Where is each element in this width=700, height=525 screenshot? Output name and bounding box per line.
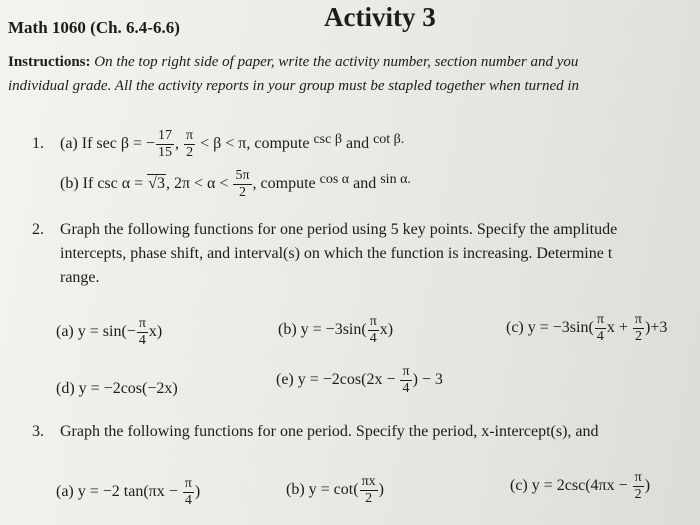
text-run: ) <box>378 481 384 499</box>
instructions-line-2: individual grade. All the activity reports in your group must be stapled together when turned in <box>8 78 580 94</box>
text-run: , 2π < α < <box>165 175 233 193</box>
denominator: 4 <box>138 333 146 348</box>
denominator: 4 <box>402 381 410 396</box>
text-run: (b) If csc α = <box>60 175 148 193</box>
denominator: 4 <box>369 331 377 346</box>
text-run: , <box>175 135 184 153</box>
fraction <box>633 312 644 345</box>
denominator: 2 <box>634 487 642 502</box>
problem-2e <box>276 364 443 397</box>
text-run: ) <box>644 477 651 495</box>
page-title: Activity 3 <box>324 2 436 32</box>
fraction <box>184 128 195 161</box>
text-run: cot β. <box>373 132 405 148</box>
course-header: Math 1060 (Ch. 6.4-6.6) <box>8 18 180 37</box>
text-run: Graph the following functions for one period. Specify the period, x-intercept(s), and <box>60 423 599 440</box>
text-run: csc β <box>313 132 342 148</box>
problem-number: 2. <box>32 221 44 238</box>
text-run: (a) y = sin(− <box>56 323 136 341</box>
text-run: (a) If sec β = − <box>60 135 156 153</box>
problem-2d: (d) y = −2cos(−2x) <box>56 380 178 397</box>
fraction <box>360 474 378 507</box>
problem-number: 3. <box>32 423 44 440</box>
denominator: 2 <box>186 145 194 160</box>
problem-3b <box>286 474 384 507</box>
denominator: 15 <box>158 145 173 160</box>
fraction <box>183 476 194 509</box>
denominator: 4 <box>596 329 604 344</box>
problem-number: 1. <box>32 135 44 153</box>
problem-3-text <box>32 420 599 444</box>
numerator: π <box>402 364 410 379</box>
text-run: , compute <box>252 175 320 193</box>
problem-2b <box>278 314 393 347</box>
fraction <box>368 314 379 347</box>
problem-3a <box>56 476 200 509</box>
fraction <box>137 316 148 349</box>
text-run: < β < π, compute <box>196 135 314 153</box>
numerator: π <box>596 312 604 327</box>
text-run: x + <box>606 319 632 337</box>
problem-2-line-1 <box>32 218 617 242</box>
text-run: x) <box>148 323 163 341</box>
fraction <box>233 168 251 201</box>
problem-2-line-2: intercepts, phase shift, and interval(s) on which the function is increasing. Determine t <box>60 245 613 262</box>
numerator: π <box>186 128 194 143</box>
numerator: 5π <box>235 168 250 183</box>
problem-2c <box>506 312 667 345</box>
text-run: and <box>349 175 381 193</box>
text-run: x) <box>379 321 394 339</box>
numerator: π <box>138 316 146 331</box>
text-run: (c) y = −3sin( <box>506 319 594 337</box>
text-run: sin α. <box>380 172 411 188</box>
numerator: π <box>369 314 377 329</box>
denominator: 2 <box>238 185 246 200</box>
text-run: (a) y = −2 tan(πx − <box>56 483 182 501</box>
instructions-text-1: On the top right side of paper, write the activity number, section number and you <box>94 54 579 70</box>
text-run: (b) y = −3sin( <box>278 321 367 339</box>
text-run: (c) y = 2csc(4πx − <box>510 477 632 495</box>
problem-3c <box>510 470 650 503</box>
text-run: ) − 3 <box>412 371 443 389</box>
fraction <box>400 364 411 397</box>
instructions-line-1 <box>8 54 578 71</box>
numerator: π <box>184 476 192 491</box>
fraction <box>156 128 174 161</box>
problem-2a <box>56 316 162 349</box>
denominator: 2 <box>365 491 373 506</box>
numerator: 17 <box>158 128 173 143</box>
problem-2-line-3: range. <box>60 269 100 286</box>
text-run: ) <box>194 483 201 501</box>
text-run: Graph the following functions for one period using 5 key points. Specify the amplitude <box>60 221 618 238</box>
fraction <box>595 312 606 345</box>
text-run: and <box>341 135 374 153</box>
text-run: (b) y = cot( <box>286 481 359 499</box>
fraction <box>633 470 644 503</box>
numerator: π <box>634 470 642 485</box>
denominator: 2 <box>634 329 642 344</box>
problem-2-text <box>32 218 617 290</box>
text-run: )+3 <box>645 319 668 337</box>
text-run: cos α <box>319 172 350 188</box>
problem-1b <box>60 168 411 201</box>
numerator: πx <box>361 474 376 489</box>
instructions-label: Instructions: <box>8 54 91 70</box>
denominator: 4 <box>184 493 192 508</box>
text-run: (e) y = −2cos(2x − <box>276 371 400 389</box>
square-root: √3 <box>148 175 165 193</box>
numerator: π <box>634 312 642 327</box>
problem-1a <box>32 128 404 161</box>
